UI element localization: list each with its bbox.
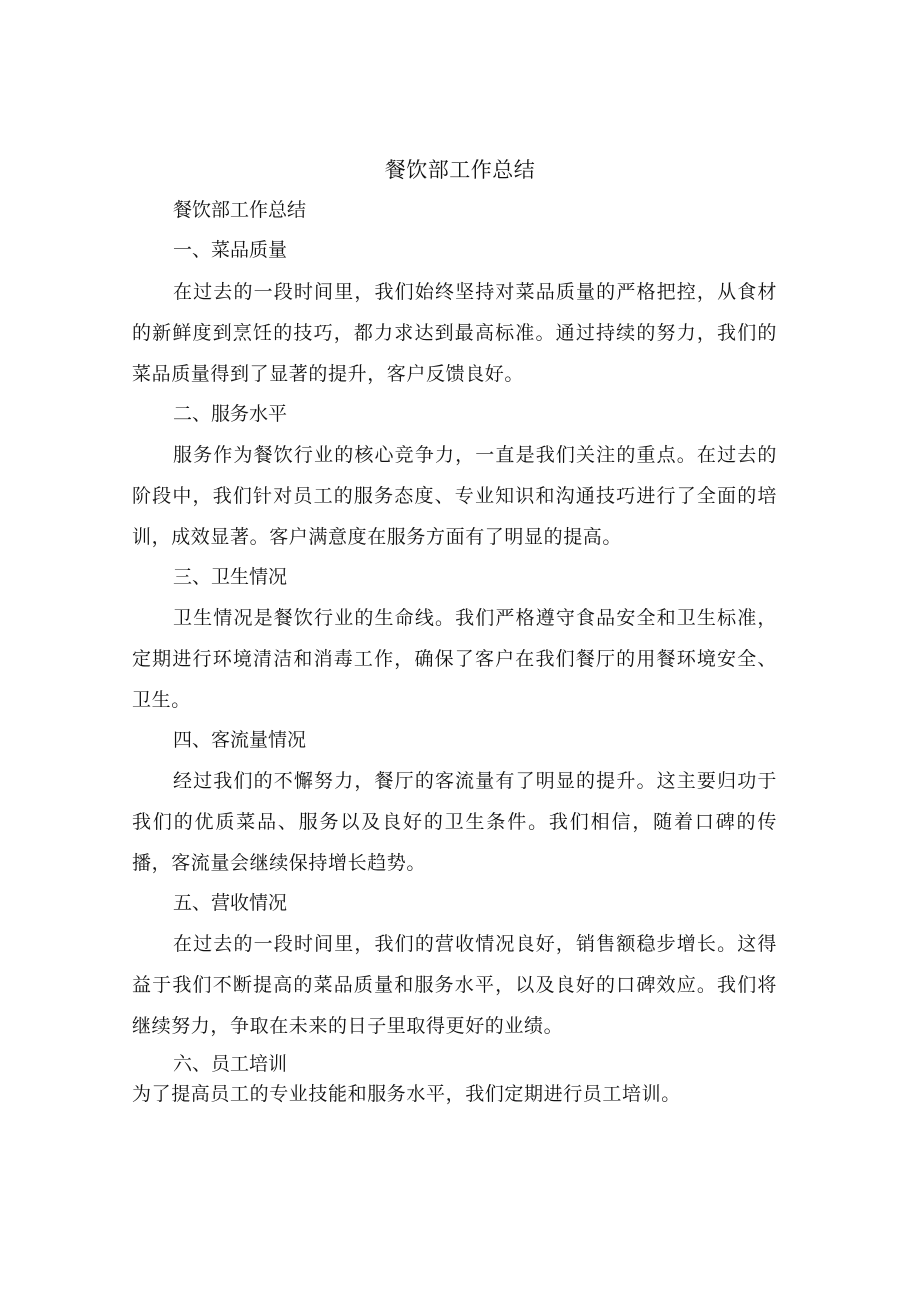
section-heading-2: 二、服务水平 [173, 403, 288, 425]
section-body-1: 在过去的一段时间里，我们始终坚持对菜品质量的严格把控，从食材的新鲜度到烹饪的技巧，都力求达到最高标准。通过持续的努力，我们的菜品质量得到了显著的提升，客户反馈良好。 [132, 281, 777, 385]
section-heading-5: 五、营收情况 [173, 892, 288, 914]
section-body-4: 经过我们的不懈努力，餐厅的客流量有了明显的提升。这主要归功于我们的优质菜品、服务以及良好的卫生条件。我们相信，随着口碑的传播，客流量会继续保持增长趋势。 [132, 770, 777, 874]
section-heading-6: 六、员工培训 [173, 1053, 288, 1075]
section-body-2: 服务作为餐饮行业的核心竞争力，一直是我们关注的重点。在过去的阶段中，我们针对员工的服务态度、专业知识和沟通技巧进行了全面的培训，成效显著。客户满意度在服务方面有了明显的提高。 [132, 444, 777, 548]
section-heading-3: 三、卫生情况 [173, 566, 288, 588]
section-heading-1: 一、菜品质量 [173, 239, 288, 261]
section-body-6: 为了提高员工的专业技能和服务水平，我们定期进行员工培训。 [132, 1083, 681, 1105]
section-body-3: 卫生情况是餐饮行业的生命线。我们严格遵守食品安全和卫生标准，定期进行环境清洁和消毒工作，确保了客户在我们餐厅的用餐环境安全、卫生。 [132, 607, 777, 711]
document-title: 餐饮部工作总结 [384, 158, 536, 182]
document-subtitle: 餐饮部工作总结 [173, 199, 307, 221]
section-heading-4: 四、客流量情况 [173, 729, 307, 751]
section-body-5: 在过去的一段时间里，我们的营收情况良好，销售额稳步增长。这得益于我们不断提高的菜品质量和服务水平，以及良好的口碑效应。我们将继续努力，争取在未来的日子里取得更好的业绩。 [132, 933, 777, 1037]
